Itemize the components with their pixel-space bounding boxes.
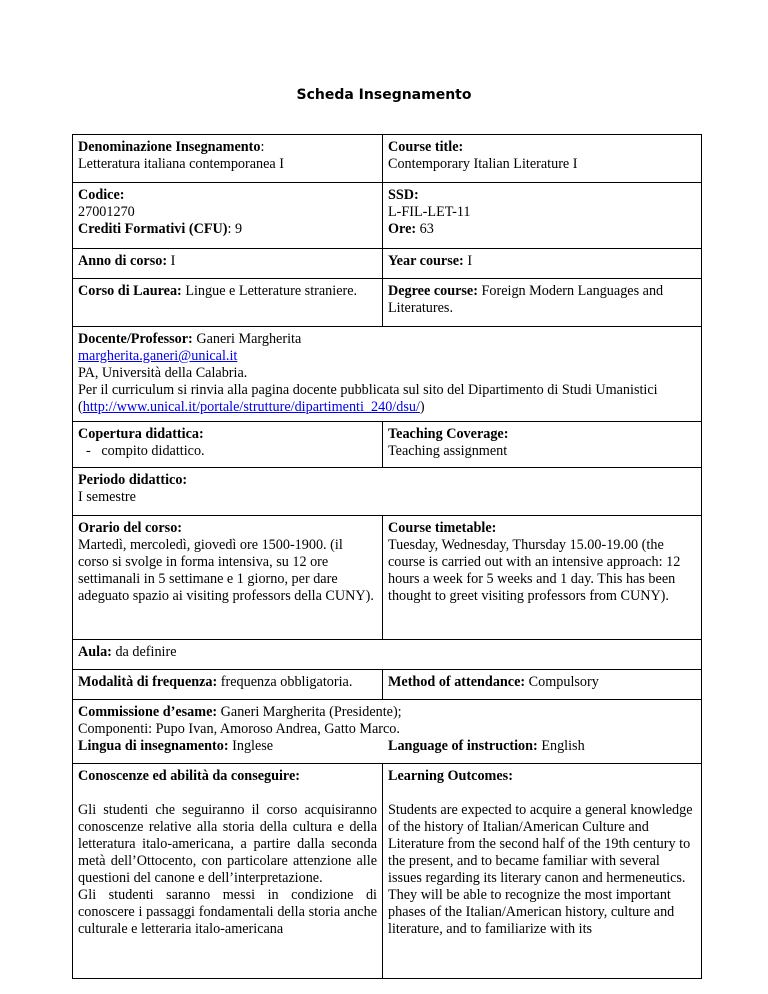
timetable-value: Tuesday, Wednesday, Thursday 15.00-19.00 (the course is carried out with an intensive approach: 12 hours a week for 5 weeks and 1 day. This has been thought to greet visiting professors from CUNY). bbox=[388, 537, 681, 604]
cell-aula bbox=[73, 640, 702, 670]
course-title-value: Contemporary Italian Literature I bbox=[388, 156, 578, 172]
row-conoscenze bbox=[73, 764, 702, 979]
cell-periodo bbox=[73, 468, 702, 516]
denominazione-sep: : bbox=[260, 139, 265, 155]
language-label: Language of instruction: bbox=[388, 738, 538, 754]
cell-orario-it bbox=[73, 516, 383, 640]
ore-label: Ore: bbox=[388, 221, 417, 237]
cell-anno-it bbox=[73, 249, 383, 279]
codice-label: Codice: bbox=[78, 187, 125, 203]
year-label: Year course: bbox=[388, 253, 464, 269]
degree-label: Degree course: bbox=[388, 283, 478, 299]
coverage-label: Teaching Coverage: bbox=[388, 426, 509, 442]
row-aula bbox=[73, 640, 702, 670]
commissione-value: Ganeri Margherita (Presidente); bbox=[217, 704, 402, 720]
course-title-label: Course title: bbox=[388, 139, 464, 155]
modalita-value: frequenza obbligatoria. bbox=[217, 674, 353, 690]
lingua-label: Lingua di insegnamento: bbox=[78, 738, 229, 754]
row-codice bbox=[73, 183, 702, 249]
year-value: I bbox=[463, 253, 473, 269]
aula-label: Aula: bbox=[78, 644, 112, 660]
copertura-value: - compito didattico. bbox=[86, 443, 205, 459]
coverage-value: Teaching assignment bbox=[388, 443, 508, 459]
conoscenze-paragraph-2: Gli studenti saranno messi in condizione di conoscere i passaggi fondamentali della storia anche culturale e letteraria italo-americana bbox=[78, 887, 377, 937]
conoscenze-label: Conoscenze ed abilità da conseguire: bbox=[78, 768, 300, 784]
ssd-label: SSD: bbox=[388, 187, 419, 203]
curriculum-end: ) bbox=[419, 399, 425, 415]
timetable-label: Course timetable: bbox=[388, 520, 497, 536]
cell-denominazione-it bbox=[73, 135, 383, 183]
anno-label: Anno di corso: bbox=[78, 253, 168, 269]
curriculum-link[interactable]: http://www.unical.it/portale/strutture/dipartimenti_240/dsu/ bbox=[82, 399, 420, 415]
row-periodo bbox=[73, 468, 702, 516]
attendance-label: Method of attendance: bbox=[388, 674, 526, 690]
row-modalita bbox=[73, 670, 702, 700]
cell-codice bbox=[73, 183, 383, 249]
cell-conoscenze-it bbox=[73, 764, 383, 979]
cell-commissione bbox=[73, 700, 702, 764]
row-orario bbox=[73, 516, 702, 640]
periodo-label: Periodo didattico: bbox=[78, 472, 188, 488]
cell-modalita-it bbox=[73, 670, 383, 700]
row-anno bbox=[73, 249, 702, 279]
periodo-value: I semestre bbox=[78, 489, 136, 505]
outcomes-paragraph-2: They will be able to recognize the most important phases of the Italian/American history, culture and literature, and to familiarize with its bbox=[388, 887, 675, 937]
row-corso bbox=[73, 279, 702, 327]
cell-ssd bbox=[383, 183, 702, 249]
corso-value: Lingue e Letterature straniere. bbox=[181, 283, 358, 299]
row-copertura bbox=[73, 422, 702, 468]
docente-affiliation: PA, Università della Calabria. bbox=[78, 365, 248, 381]
modalita-label: Modalità di frequenza: bbox=[78, 674, 218, 690]
commissione-componenti: Componenti: Pupo Ivan, Amoroso Andrea, Gatto Marco. bbox=[78, 721, 400, 737]
orario-label: Orario del corso: bbox=[78, 520, 183, 536]
degree-value: Foreign Modern Languages and Literatures. bbox=[388, 283, 664, 316]
ore-value: 63 bbox=[416, 221, 434, 237]
row-docente bbox=[73, 327, 702, 422]
course-sheet-table bbox=[72, 134, 702, 979]
cell-degree-en bbox=[383, 279, 702, 327]
curriculum-text: Per il curriculum si rinvia alla pagina docente pubblicata sul sito del Dipartimento di Studi Umanistici ( bbox=[78, 382, 658, 415]
codice-value: 27001270 bbox=[78, 204, 135, 220]
cfu-value: : 9 bbox=[227, 221, 243, 237]
cell-course-title-en bbox=[383, 135, 702, 183]
cell-year-en bbox=[383, 249, 702, 279]
commissione-label: Commissione d’esame: bbox=[78, 704, 218, 720]
docente-name: Ganeri Margherita bbox=[192, 331, 302, 347]
docente-email-link[interactable]: margherita.ganeri@unical.it bbox=[78, 348, 238, 364]
lingua-value: Inglese bbox=[228, 738, 274, 754]
cell-coverage-en bbox=[383, 422, 702, 468]
row-denominazione bbox=[73, 135, 702, 183]
conoscenze-paragraph-1: Gli studenti che seguiranno il corso acquisiranno conoscenze relative alla storia della cultura e della letteratura italo-americana, a partire dalla seconda metà dell’Ottocento, con particolare attenzione alle questioni del canone e dell’interpretazione. bbox=[78, 802, 377, 886]
cfu-label: Crediti Formativi (CFU) bbox=[78, 221, 228, 237]
docente-label: Docente/Professor: bbox=[78, 331, 193, 347]
cell-timetable-en bbox=[383, 516, 702, 640]
cell-corso-it bbox=[73, 279, 383, 327]
denominazione-label: Denominazione Insegnamento bbox=[78, 139, 261, 155]
outcomes-label: Learning Outcomes: bbox=[388, 768, 513, 784]
corso-label: Corso di Laurea: bbox=[78, 283, 182, 299]
orario-value: Martedì, mercoledì, giovedì ore 1500-1900. (il corso si svolge in forma intensiva, su 12 ore settimanali in 5 settimane e 1 giorno, per dare adeguato spazio ai visiting professors della CUNY). bbox=[78, 537, 374, 604]
copertura-label: Copertura didattica: bbox=[78, 426, 204, 442]
language-value: English bbox=[537, 738, 585, 754]
attendance-value: Compulsory bbox=[525, 674, 599, 690]
page-title: Scheda Insegnamento bbox=[296, 87, 472, 103]
cell-outcomes-en bbox=[383, 764, 702, 979]
outcomes-paragraph-1: Students are expected to acquire a general knowledge of the history of Italian/American Culture and Literature from the second half of the 19th century to the present, and to became familiar with several issues regarding its literary canon and hermeneutics. bbox=[388, 802, 693, 886]
cell-attendance-en bbox=[383, 670, 702, 700]
ssd-value: L-FIL-LET-11 bbox=[388, 204, 471, 220]
cell-copertura-it bbox=[73, 422, 383, 468]
anno-value: I bbox=[167, 253, 176, 269]
row-commissione bbox=[73, 700, 702, 764]
cell-docente bbox=[73, 327, 702, 422]
denominazione-value: Letteratura italiana contemporanea I bbox=[78, 156, 284, 172]
aula-value: da definire bbox=[111, 644, 177, 660]
